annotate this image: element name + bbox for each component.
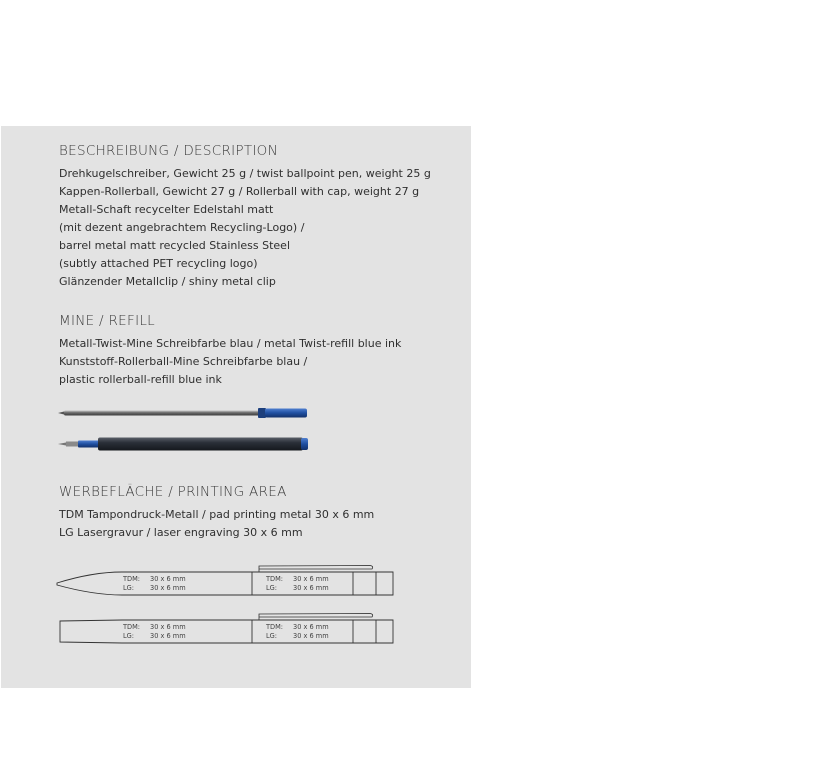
printing-line: TDM Tampondruck-Metall / pad printing metal 30 x 6 mm (59, 508, 375, 521)
refill-line: Metall-Twist-Mine Schreibfarbe blau / metal Twist-refill blue ink (59, 337, 402, 350)
print-label-size: 30 x 6 mm (293, 584, 329, 592)
refill-line: Kunststoff-Rollerball-Mine Schreibfarbe blau / (59, 355, 308, 368)
printing-line: LG Lasergravur / laser engraving 30 x 6 mm (59, 526, 303, 539)
print-label-size: 30 x 6 mm (150, 575, 186, 583)
description-line: Metall-Schaft recycelter Edelstahl matt (59, 203, 274, 216)
rollerball-pen-print-diagram (56, 610, 396, 646)
refill-line: plastic rollerball-refill blue ink (59, 373, 222, 386)
twist-pen-print-diagram (56, 562, 396, 598)
print-label-tdm: TDM: (266, 623, 284, 631)
description-line: (subtly attached PET recycling logo) (59, 257, 258, 270)
description-line: (mit dezent angebrachtem Recycling-Logo) / (59, 221, 305, 234)
description-line: Drehkugelschreiber, Gewicht 25 g / twist ballpoint pen, weight 25 g (59, 167, 431, 180)
print-label-size: 30 x 6 mm (150, 623, 186, 631)
print-label-size: 30 x 6 mm (150, 632, 186, 640)
print-label-lg: LG: (266, 584, 278, 592)
printing-area-heading: WERBEFLÄCHE / PRINTING AREA (59, 484, 287, 500)
refill-heading: MINE / REFILL (59, 313, 155, 329)
print-label-size: 30 x 6 mm (150, 584, 186, 592)
print-label-lg: LG: (123, 632, 135, 640)
description-heading: BESCHREIBUNG / DESCRIPTION (59, 143, 278, 159)
description-line: Kappen-Rollerball, Gewicht 27 g / Rollerball with cap, weight 27 g (59, 185, 420, 198)
refill-text (59, 335, 401, 389)
description-line: barrel metal matt recycled Stainless Steel (59, 239, 291, 252)
print-label-tdm: TDM: (123, 575, 141, 583)
print-label-lg: LG: (266, 632, 278, 640)
print-label-lg: LG: (123, 584, 135, 592)
printing-area-text (59, 506, 374, 542)
twist-refill-image (58, 405, 310, 421)
print-label-size: 30 x 6 mm (293, 623, 329, 631)
rollerball-refill-image (58, 434, 310, 454)
print-label-tdm: TDM: (266, 575, 284, 583)
description-line: Glänzender Metallclip / shiny metal clip (59, 275, 276, 288)
print-label-size: 30 x 6 mm (293, 575, 329, 583)
print-label-tdm: TDM: (123, 623, 141, 631)
print-label-size: 30 x 6 mm (293, 632, 329, 640)
description-text (59, 165, 431, 291)
